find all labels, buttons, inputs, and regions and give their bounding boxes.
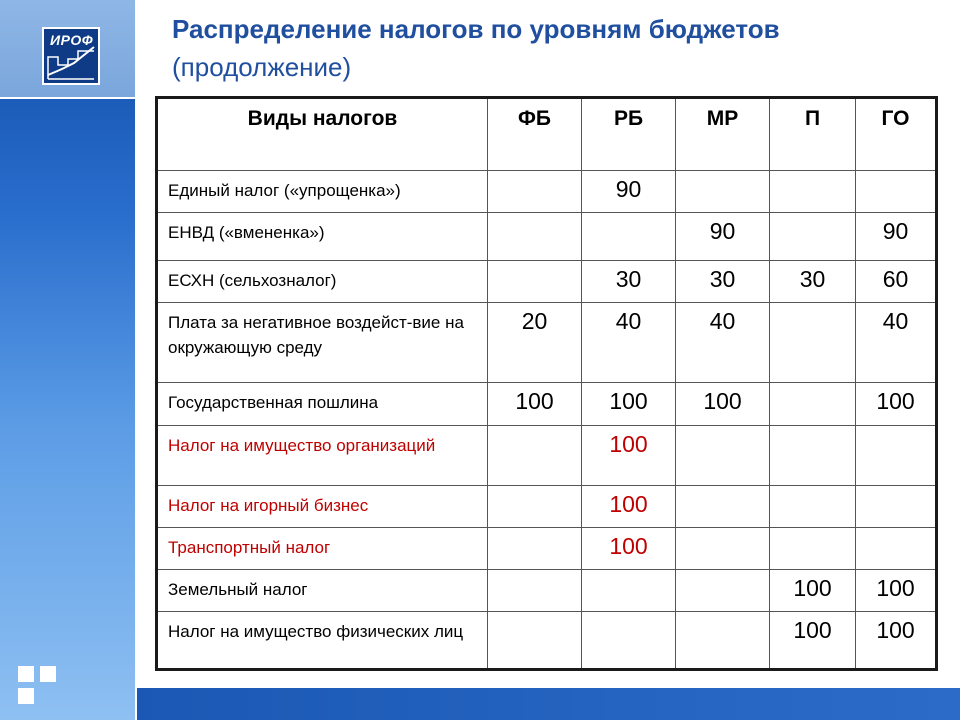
value-mr [676,486,770,528]
table-row [157,213,937,261]
value-fb [488,426,582,486]
value-mr: 30 [676,261,770,303]
value-go [856,426,937,486]
bottom-bar [137,688,960,720]
value-rb [582,612,676,670]
decorative-square [40,666,56,682]
value-mr: 40 [676,303,770,383]
tax-name: Налог на имущество физических лиц [157,612,488,670]
table-row [157,171,937,213]
value-rb: 100 [582,486,676,528]
value-p [770,486,856,528]
value-rb [582,213,676,261]
value-fb [488,486,582,528]
value-go [856,528,937,570]
header-go: ГО [856,98,937,171]
table-row [157,383,937,426]
value-p [770,213,856,261]
table-header-row [157,98,937,171]
slide-title [172,10,952,86]
value-go: 90 [856,213,937,261]
header-rb: РБ [582,98,676,171]
decorative-square [18,688,34,704]
header-fb: ФБ [488,98,582,171]
iroф-logo [42,27,100,85]
value-rb: 40 [582,303,676,383]
value-go: 60 [856,261,937,303]
tax-name: Плата за негативное воздейст-вие на окружающую среду [157,303,488,383]
tax-name: Единый налог («упрощенка») [157,171,488,213]
value-p [770,171,856,213]
tax-name: Налог на игорный бизнес [157,486,488,528]
value-mr: 100 [676,383,770,426]
value-fb [488,213,582,261]
logo-area [0,0,135,97]
value-fb: 20 [488,303,582,383]
value-go: 100 [856,383,937,426]
value-p: 30 [770,261,856,303]
logo-text: ИРОФ [50,32,94,48]
value-go: 100 [856,570,937,612]
value-mr [676,612,770,670]
value-go [856,171,937,213]
tax-name: ЕСХН (сельхозналог) [157,261,488,303]
value-mr [676,171,770,213]
vertical-divider [135,0,137,720]
value-rb: 100 [582,383,676,426]
value-p [770,383,856,426]
table-row [157,486,937,528]
title-line-2: (продолжение) [172,52,352,82]
table-row [157,426,937,486]
value-rb [582,570,676,612]
header-p: П [770,98,856,171]
title-line-1: Распределение налогов по уровням бюджетов [172,14,780,44]
tax-distribution-table [155,96,938,671]
value-fb [488,570,582,612]
table-row [157,528,937,570]
value-fb: 100 [488,383,582,426]
table-row [157,612,937,670]
value-rb: 90 [582,171,676,213]
tax-name: Земельный налог [157,570,488,612]
tax-name: Налог на имущество организаций [157,426,488,486]
table-row [157,261,937,303]
header-tax-type: Виды налогов [157,98,488,171]
value-go: 40 [856,303,937,383]
header-mr: МР [676,98,770,171]
value-p: 100 [770,612,856,670]
value-mr: 90 [676,213,770,261]
value-fb [488,171,582,213]
value-rb: 100 [582,426,676,486]
value-go: 100 [856,612,937,670]
value-p: 100 [770,570,856,612]
value-mr [676,570,770,612]
value-p [770,528,856,570]
value-p [770,303,856,383]
value-mr [676,426,770,486]
value-fb [488,612,582,670]
value-mr [676,528,770,570]
value-fb [488,261,582,303]
value-rb: 100 [582,528,676,570]
decorative-square [18,666,34,682]
table-row [157,570,937,612]
tax-name: ЕНВД («вмененка») [157,213,488,261]
value-p [770,426,856,486]
tax-name: Государственная пошлина [157,383,488,426]
value-fb [488,528,582,570]
value-rb: 30 [582,261,676,303]
value-go [856,486,937,528]
side-band [0,0,135,720]
tax-name: Транспортный налог [157,528,488,570]
table-row [157,303,937,383]
